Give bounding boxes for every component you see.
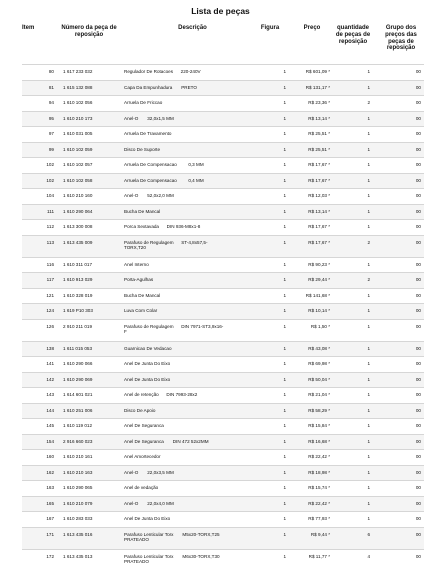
figure-cell: 1 [283, 239, 286, 245]
item-cell: 94 [48, 100, 54, 105]
table-row [22, 449, 424, 466]
item-cell: 81 [48, 84, 54, 90]
item-cell: 160 [46, 454, 54, 459]
table-row [22, 303, 424, 320]
item-cell: 163 [46, 485, 54, 490]
quantity-cell: 1 [367, 84, 370, 90]
figure-cell: 1 [283, 162, 286, 167]
price-cell: R$ 601,09 * [305, 69, 330, 74]
price-cell: R$ 25,51 * [308, 146, 330, 152]
quantity-cell: 1 [367, 500, 370, 506]
item-cell: 172 [46, 553, 54, 559]
part-number-cell: 1 610 102 058 [63, 177, 93, 183]
table-row [22, 80, 424, 97]
price-cell: R$ 58,29 * [308, 407, 330, 413]
table-row [22, 465, 424, 482]
table-row [22, 257, 424, 274]
table-row [22, 272, 424, 289]
part-number-cell: 1 610 119 012 [63, 423, 93, 428]
figure-cell: 1 [283, 69, 286, 74]
part-number-cell: 1 610 210 160 [63, 193, 93, 198]
price-group-cell: 00 [415, 485, 421, 490]
description-cell: Anel-O 22,0x3,5 MM [124, 469, 174, 475]
table-row [22, 204, 424, 221]
figure-cell: 1 [283, 376, 286, 382]
part-number-cell: 1 610 031 005 [63, 131, 93, 136]
price-group-cell: 00 [415, 224, 421, 229]
figure-cell: 1 [283, 423, 286, 428]
quantity-cell: 1 [367, 361, 370, 366]
table-row [22, 288, 424, 305]
description-cell: Anel De Junta Do Eixo [124, 361, 171, 366]
price-cell: R$ 16,68 * [308, 438, 330, 444]
description-cell: Porta-Agulhas [124, 277, 154, 282]
figure-cell: 1 [283, 361, 286, 366]
quantity-cell: 1 [367, 469, 370, 475]
price-cell: R$ 13,14 * [308, 115, 330, 121]
table-row [22, 387, 424, 404]
table-row [22, 356, 424, 373]
quantity-cell: 1 [367, 69, 370, 74]
figure-cell: 1 [283, 454, 286, 459]
description-cell: Porca Sextavada DIN 936-M8x1-8 [124, 224, 201, 229]
price-cell: R$ 90,23 * [308, 261, 330, 267]
table-row [22, 341, 424, 358]
quantity-cell: 1 [367, 162, 370, 167]
price-group-cell: 00 [415, 516, 421, 521]
price-cell: R$ 17,67 * [308, 177, 330, 183]
price-group-cell: 00 [415, 323, 421, 329]
part-number-cell: 1 615 132 088 [63, 84, 93, 90]
price-cell: R$ 29,44 * [308, 277, 330, 282]
part-number-cell: 1 613 435 009 [63, 239, 93, 245]
item-cell: 111 [47, 208, 54, 214]
description-cell: Anel De Seguranca [124, 423, 164, 428]
price-cell: R$ 11,77 * [308, 553, 330, 559]
price-cell: R$ 50,04 * [308, 376, 330, 382]
figure-cell: 1 [283, 177, 286, 183]
description-cell: Anel-O 32,0x1,5 MM [124, 115, 174, 121]
part-number-cell: 1 610 290 064 [63, 208, 93, 214]
item-cell: 99 [48, 146, 54, 152]
price-cell: R$ 69,98 * [308, 361, 330, 366]
price-cell: R$ 17,67 * [308, 239, 330, 245]
quantity-cell: 1 [367, 308, 370, 313]
figure-cell: 1 [283, 224, 286, 229]
part-number-cell: 2 910 211 019 [63, 323, 93, 329]
item-cell: 97 [48, 131, 54, 136]
table-row [22, 142, 424, 159]
price-group-cell: 00 [415, 423, 421, 428]
price-group-cell: 00 [415, 261, 421, 267]
price-group-cell: 00 [415, 100, 421, 105]
price-group-cell: 00 [415, 208, 421, 214]
header-quantity: quantidade de peças de reposição [335, 25, 371, 45]
description-cell: Anel De Junta Do Eixo [124, 376, 171, 382]
description-cell: Parafuso Lenticular Torx M6x30-TORX,T30 PRATEADO [124, 553, 220, 565]
description-cell: Disco De Apoio [124, 407, 156, 413]
part-number-cell: 1 613 300 008 [63, 224, 93, 229]
part-number-cell: 1 610 210 163 [63, 469, 93, 475]
price-group-cell: 00 [415, 531, 421, 537]
description-cell: Anel de retenção DIN 7993-28x2 [124, 392, 198, 397]
part-number-cell: 1 614 601 021 [63, 392, 93, 397]
table-row [22, 157, 424, 174]
price-cell: R$ 1,50 * [310, 323, 330, 329]
price-group-cell: 00 [415, 438, 421, 444]
part-number-cell: 1 610 251 006 [63, 407, 93, 413]
price-group-cell: 00 [415, 469, 421, 475]
table-row [22, 372, 424, 389]
quantity-cell: 2 [367, 100, 370, 105]
item-cell: 144 [46, 407, 54, 413]
table-row [22, 496, 424, 513]
item-cell: 165 [46, 500, 54, 506]
price-cell: R$ 13,14 * [308, 208, 330, 214]
item-cell: 104 [46, 193, 54, 198]
price-group-cell: 00 [415, 345, 421, 351]
figure-cell: 1 [283, 407, 286, 413]
description-cell: Anel-O 22,0x4,0 MM [124, 500, 174, 506]
quantity-cell: 1 [367, 177, 370, 183]
item-cell: 143 [46, 392, 54, 397]
item-cell: 80 [48, 69, 54, 74]
description-cell: Bucha De Mancal [124, 208, 161, 214]
table-row [22, 319, 424, 342]
table-row [22, 219, 424, 236]
figure-cell: 1 [283, 500, 286, 506]
price-group-cell: 00 [415, 239, 421, 245]
description-cell: Arruela De Travamento [124, 131, 172, 136]
price-group-cell: 00 [415, 177, 421, 183]
figure-cell: 1 [283, 392, 286, 397]
item-cell: 117 [46, 277, 54, 282]
description-cell: Anel Amortecedor [124, 454, 161, 459]
quantity-cell: 2 [367, 277, 370, 282]
quantity-cell: 1 [367, 454, 370, 459]
table-row [22, 111, 424, 128]
price-group-cell: 00 [415, 162, 421, 167]
description-cell: Luva Com Colar [124, 308, 158, 313]
table-row [22, 480, 424, 497]
table-row [22, 173, 424, 190]
description-cell: Capa Da Empunhadura PRETO [124, 84, 197, 90]
quantity-cell: 1 [367, 115, 370, 121]
item-cell: 95 [48, 115, 54, 121]
price-group-cell: 00 [415, 500, 421, 506]
part-number-cell: 1 610 311 017 [63, 261, 93, 267]
figure-cell: 1 [283, 84, 286, 90]
price-group-cell: 00 [415, 131, 421, 136]
price-cell: R$ 17,67 * [308, 162, 330, 167]
item-cell: 102 [46, 162, 54, 167]
part-number-cell: 1 610 102 059 [63, 146, 93, 152]
item-cell: 142 [46, 376, 54, 382]
description-cell: Anel De Seguranca DIN 472 52x2MM [124, 438, 209, 444]
description-cell: Regulador De Rotacoes 220-240V [124, 69, 201, 74]
item-cell: 112 [46, 224, 54, 229]
header-item: Item [22, 25, 35, 31]
description-cell: Parafuso de Regulagem DIN 7971-ST3,9x16- F [124, 323, 224, 335]
price-cell: R$ 21,04 * [308, 392, 330, 397]
figure-cell: 1 [283, 208, 286, 214]
figure-cell: 1 [283, 485, 286, 490]
quantity-cell: 1 [367, 438, 370, 444]
price-cell: R$ 12,03 * [308, 193, 330, 198]
item-cell: 116 [46, 261, 54, 267]
quantity-cell: 1 [367, 193, 370, 198]
price-cell: R$ 10,14 * [308, 308, 330, 313]
figure-cell: 1 [283, 345, 286, 351]
price-cell: R$ 23,36 * [308, 100, 330, 105]
description-cell: Parafuso de Regulagem ST-4,8x57,5- TORX,T20 [124, 239, 208, 251]
part-number-cell: 1 610 290 065 [63, 485, 93, 490]
part-number-cell: 1 610 210 173 [63, 115, 93, 121]
description-cell: Guarnicao De Vedacao [124, 345, 172, 351]
table-row [22, 549, 424, 572]
part-number-cell: 1 610 328 019 [63, 292, 93, 298]
quantity-cell: 1 [367, 376, 370, 382]
part-number-cell: 1 610 290 066 [63, 361, 93, 366]
description-cell: Anel de vedação [124, 485, 159, 490]
figure-cell: 1 [283, 193, 286, 198]
price-group-cell: 00 [415, 69, 421, 74]
price-group-cell: 00 [415, 407, 421, 413]
quantity-cell: 6 [367, 531, 370, 537]
figure-cell: 1 [283, 531, 286, 537]
header-part-number: Número da peça de reposição [61, 25, 117, 38]
description-cell: Bucha De Mancal [124, 292, 161, 298]
part-number-cell: 1 613 435 013 [63, 553, 93, 559]
price-cell: R$ 77,93 * [308, 516, 330, 521]
price-group-cell: 00 [415, 454, 421, 459]
header-figure: Figura [260, 25, 280, 31]
table-row [22, 235, 424, 258]
quantity-cell: 1 [367, 261, 370, 267]
quantity-cell: 1 [367, 345, 370, 351]
item-cell: 102 [46, 177, 54, 183]
part-number-cell: 1 610 210 161 [63, 454, 93, 459]
price-group-cell: 00 [415, 308, 421, 313]
item-cell: 171 [46, 531, 54, 537]
quantity-cell: 2 [367, 239, 370, 245]
quantity-cell: 1 [367, 423, 370, 428]
part-number-cell: 1 619 P10 303 [63, 308, 93, 313]
item-cell: 138 [46, 345, 54, 351]
item-cell: 126 [46, 323, 54, 329]
figure-cell: 1 [283, 553, 286, 559]
part-number-cell: 1 610 210 079 [63, 500, 93, 506]
part-number-cell: 1 611 015 053 [63, 345, 93, 351]
item-cell: 145 [46, 423, 54, 428]
description-cell: Arruela De Friccao [124, 100, 163, 105]
figure-cell: 1 [283, 292, 286, 298]
price-group-cell: 00 [415, 115, 421, 121]
item-cell: 124 [46, 308, 54, 313]
description-cell: Parafuso Lenticular Torx M5x20-TORX,T25 PRATEADO [124, 531, 220, 543]
price-group-cell: 00 [415, 277, 421, 282]
price-group-cell: 00 [415, 84, 421, 90]
quantity-cell: 4 [367, 553, 370, 559]
price-cell: R$ 18,98 * [308, 469, 330, 475]
item-cell: 162 [46, 469, 54, 475]
price-cell: R$ 141,68 * [305, 292, 330, 298]
table-row [22, 403, 424, 420]
quantity-cell: 1 [367, 292, 370, 298]
quantity-cell: 1 [367, 131, 370, 136]
table-row [22, 64, 424, 81]
price-cell: R$ 15,84 * [308, 423, 330, 428]
quantity-cell: 1 [367, 146, 370, 152]
table-row [22, 434, 424, 451]
description-cell: Arruela De Compensacao 0,3 MM [124, 162, 204, 167]
figure-cell: 1 [283, 277, 286, 282]
figure-cell: 1 [283, 323, 286, 329]
item-cell: 154 [46, 438, 54, 444]
header-price: Preço [303, 25, 321, 31]
price-group-cell: 00 [415, 292, 421, 298]
figure-cell: 1 [283, 438, 286, 444]
table-row [22, 126, 424, 143]
figure-cell: 1 [283, 131, 286, 136]
table-header [0, 25, 441, 61]
price-cell: R$ 15,74 * [308, 485, 330, 490]
price-cell: R$ 17,67 * [308, 224, 330, 229]
description-cell: Anel Interno [124, 261, 149, 267]
price-cell: R$ 43,08 * [308, 345, 330, 351]
part-number-cell: 1 613 435 016 [63, 531, 93, 537]
table-row [22, 188, 424, 205]
item-cell: 113 [46, 239, 54, 245]
part-number-cell: 1 610 102 056 [63, 100, 93, 105]
quantity-cell: 1 [367, 208, 370, 214]
price-group-cell: 00 [415, 361, 421, 366]
part-number-cell: 1 617 233 032 [63, 69, 93, 74]
quantity-cell: 1 [367, 516, 370, 521]
part-number-cell: 1 610 283 033 [63, 516, 93, 521]
quantity-cell: 1 [367, 485, 370, 490]
price-cell: R$ 22,42 * [308, 500, 330, 506]
price-group-cell: 00 [415, 553, 421, 559]
price-cell: R$ 131,17 * [305, 84, 330, 90]
figure-cell: 1 [283, 261, 286, 267]
header-description: Descrição [178, 25, 207, 31]
figure-cell: 1 [283, 146, 286, 152]
description-cell: Disco De Suporte [124, 146, 161, 152]
price-group-cell: 00 [415, 146, 421, 152]
quantity-cell: 1 [367, 323, 370, 329]
part-number-cell: 1 610 913 029 [63, 277, 93, 282]
part-number-cell: 2 916 660 023 [63, 438, 93, 444]
figure-cell: 1 [283, 308, 286, 313]
price-cell: R$ 22,42 * [308, 454, 330, 459]
price-group-cell: 00 [415, 376, 421, 382]
item-cell: 121 [46, 292, 54, 298]
price-cell: R$ 25,51 * [308, 131, 330, 136]
item-cell: 141 [46, 361, 54, 366]
quantity-cell: 1 [367, 392, 370, 397]
description-cell: Anel-O 52,0x2,0 MM [124, 193, 174, 198]
price-cell: R$ 9,44 * [310, 531, 330, 537]
table-row [22, 418, 424, 435]
price-group-cell: 00 [415, 193, 421, 198]
part-number-cell: 1 610 290 069 [63, 376, 93, 382]
part-number-cell: 1 610 102 057 [63, 162, 93, 167]
figure-cell: 1 [283, 516, 286, 521]
quantity-cell: 1 [367, 224, 370, 229]
table-row [22, 511, 424, 528]
description-cell: Arruela De Compensacao 0,4 MM [124, 177, 204, 183]
table-row [22, 527, 424, 550]
item-cell: 167 [46, 516, 54, 521]
quantity-cell: 1 [367, 407, 370, 413]
page-title: Lista de peças [191, 6, 250, 16]
header-price-group: Grupo dos preços das peças de reposição [385, 25, 417, 52]
description-cell: Anel De Junta Do Eixo [124, 516, 171, 521]
table-row [22, 95, 424, 112]
figure-cell: 1 [283, 469, 286, 475]
figure-cell: 1 [283, 115, 286, 121]
figure-cell: 1 [283, 100, 286, 105]
price-group-cell: 00 [415, 392, 421, 397]
